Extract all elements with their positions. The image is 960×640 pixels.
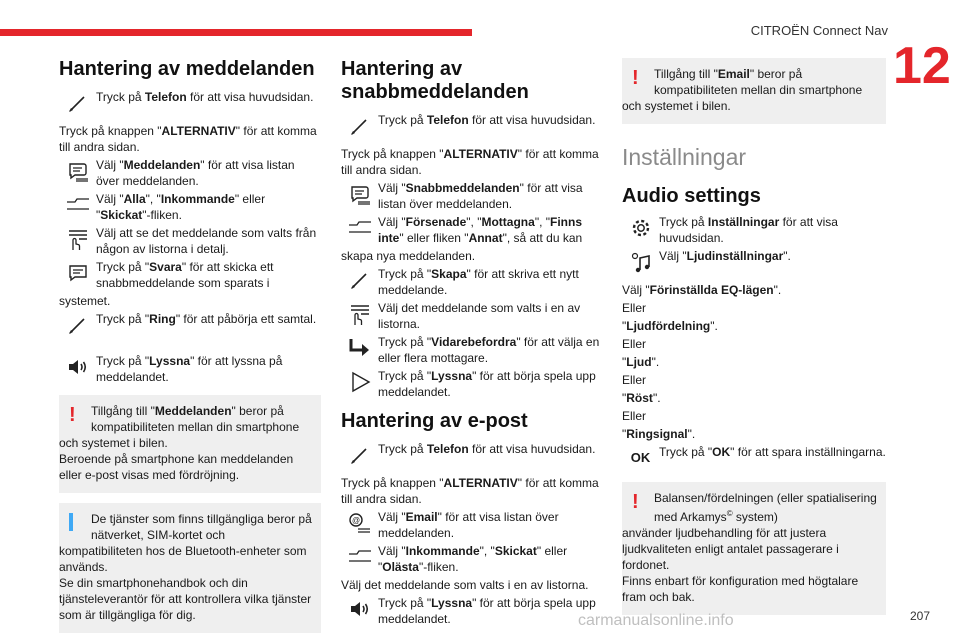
play-icon [341, 368, 378, 396]
step-row [341, 509, 603, 541]
step-row [59, 191, 321, 223]
section-title-settings: Inställningar [622, 144, 747, 170]
tabs-icon [341, 214, 378, 242]
paragraph: skapa nya meddelanden. [341, 249, 476, 263]
step-text: Tryck på Telefon för att visa huvudsidan. [378, 113, 596, 127]
step-row [341, 595, 603, 627]
paragraph: Tryck på knappen "ALTERNATIV" för att komma till andra sidan. [341, 147, 599, 177]
warning-icon: ! [632, 491, 639, 513]
step-text: Välj "Meddelanden" för att visa listan över meddelanden. [96, 158, 295, 188]
step-text: Tryck på "Lyssna" för att börja spela upp meddelandet. [378, 369, 596, 399]
step-row [622, 444, 886, 472]
step-row [59, 225, 321, 257]
finger-list-icon [341, 300, 378, 328]
column-settings [622, 58, 886, 615]
warning-note [59, 395, 321, 493]
paragraph: "Ringsignal". [622, 427, 696, 441]
warning-icon: ! [69, 404, 76, 426]
step-row [59, 89, 321, 117]
step-text: Tryck på "Vidarebefordra" för att välja en eller flera mottagare. [378, 335, 600, 365]
pencil-icon [341, 266, 378, 294]
step-text: Välj att se det meddelande som valts från någon av listorna i detalj. [96, 226, 317, 256]
step-text: Tryck på Inställningar för att visa huvudsidan. [659, 215, 838, 245]
speaker-icon [341, 595, 378, 623]
step-row [341, 300, 603, 332]
paragraph: Eller [622, 337, 647, 351]
column-quick-messages [341, 58, 603, 629]
step-row [59, 157, 321, 189]
finger-list-icon [59, 225, 96, 253]
step-text: Välj "Inkommande", "Skickat" eller "Olästa"-fliken. [378, 544, 568, 574]
step-text: Välj det meddelande som valts i en av listorna. [378, 301, 581, 331]
note-text: Tillgång till "Meddelanden" beror på kompatibiliteten mellan din smartphone [91, 404, 300, 434]
gear-icon [622, 214, 659, 242]
watermark: carmanualsonline.info [578, 612, 734, 629]
chapter-number: 12 [893, 37, 951, 95]
note-text: Tillgång till "Email" beror på kompatibiliteten mellan din smartphone [654, 67, 863, 97]
step-row [622, 214, 886, 246]
email-list-icon [341, 509, 378, 537]
note-text: och systemet i bilen. [59, 436, 168, 450]
step-text: Tryck på "Skapa" för att skriva ett nytt meddelande. [378, 267, 579, 297]
subsection-title-audio: Audio settings [622, 185, 761, 207]
paragraph: Eller [622, 373, 647, 387]
reply-message-icon [59, 259, 96, 287]
pencil-icon [59, 89, 96, 117]
pencil-icon [341, 112, 378, 140]
column-messages [59, 58, 321, 633]
section-title-messages: Hantering av meddelanden [59, 58, 315, 80]
forward-arrow-icon [341, 334, 378, 362]
note-text: kompatibiliteten hos de Bluetooth-enheter som används. [59, 544, 307, 574]
note-text: Se din smartphonehandbok och din tjänsteleverantör för att kontrollera vilka tjänster som är tillgängliga för dig. [59, 576, 312, 622]
step-row [59, 311, 321, 339]
pencil-icon [341, 441, 378, 469]
header-red-bar [0, 29, 472, 36]
step-text: Tryck på Telefon för att visa huvudsidan. [378, 442, 596, 456]
warning-note [622, 482, 886, 615]
step-text: Välj "Email" för att visa listan över meddelanden. [378, 510, 559, 540]
paragraph: Välj "Förinställda EQ-lägen". [622, 283, 782, 297]
step-row [341, 266, 603, 298]
paragraph: "Röst". [622, 391, 661, 405]
step-row [59, 259, 321, 291]
speaker-icon [59, 353, 96, 381]
step-row [59, 353, 321, 385]
paragraph: Välj det meddelande som valts i en av listorna. [341, 578, 589, 592]
step-text: Tryck på "Lyssna" för att lyssna på meddelandet. [96, 354, 283, 384]
info-icon [69, 513, 73, 531]
note-text: Beroende på smartphone kan meddelanden eller e-post visas med fördröjning. [59, 452, 294, 482]
step-row [341, 441, 603, 469]
note-text: och systemet i bilen. [622, 99, 731, 113]
info-note [59, 503, 321, 633]
tabs-icon [59, 191, 96, 219]
warning-icon: ! [632, 67, 639, 89]
note-text: Balansen/fördelningen (eller spatialisering med Arkamys© system) [654, 491, 877, 524]
message-list-icon [341, 180, 378, 208]
tabs-icon [341, 543, 378, 571]
step-row [341, 214, 603, 246]
step-text: Välj "Snabbmeddelanden" för att visa listan över meddelanden. [378, 181, 583, 211]
step-row [622, 248, 886, 276]
section-title-email: Hantering av e-post [341, 410, 528, 432]
ok-icon: OK [630, 450, 651, 465]
step-text: Välj "Alla", "Inkommande" eller "Skickat"-fliken. [96, 192, 266, 222]
step-row [341, 334, 603, 366]
svg-text:@: @ [351, 516, 360, 525]
step-text: Tryck på Telefon för att visa huvudsidan. [96, 90, 314, 104]
step-text: Välj "Ljudinställningar". [659, 249, 791, 263]
step-text: Tryck på "Lyssna" för att börja spela upp meddelandet. [378, 596, 596, 626]
paragraph: "Ljud". [622, 355, 660, 369]
message-list-icon [59, 157, 96, 185]
page-number: 207 [909, 609, 930, 623]
paragraph: "Ljudfördelning". [622, 319, 718, 333]
warning-note [622, 58, 886, 124]
section-title-quick-messages: Hantering av snabbmeddelanden [341, 58, 529, 103]
step-row [341, 368, 603, 400]
paragraph: Eller [622, 409, 647, 423]
step-row [341, 543, 603, 575]
step-text: Tryck på "OK" för att spara inställningarna. [659, 445, 886, 459]
note-text: använder ljudbehandling för att justera ljudkvaliteten enligt antalet passagerare i fordonet. [622, 526, 839, 572]
paragraph: Eller [622, 301, 647, 315]
paragraph: systemet. [59, 294, 111, 308]
step-row [341, 112, 603, 140]
paragraph: Tryck på knappen "ALTERNATIV" för att komma till andra sidan. [341, 476, 599, 506]
step-text: Tryck på "Svara" för att skicka ett snabbmeddelande som sparats i [96, 260, 274, 290]
note-text: De tjänster som finns tillgängliga beror på nätverket, SIM-kortet och [91, 512, 312, 542]
paragraph: Tryck på knappen "ALTERNATIV" för att komma till andra sidan. [59, 124, 317, 154]
header-title: CITROËN Connect Nav [750, 23, 888, 38]
music-settings-icon [622, 248, 659, 276]
pencil-icon [59, 311, 96, 339]
note-text: Finns enbart för konfiguration med högtalare fram och bak. [622, 574, 859, 604]
step-text: Tryck på "Ring" för att påbörja ett samtal. [96, 312, 317, 326]
step-row [341, 180, 603, 212]
step-text: Välj "Försenade", "Mottagna", "Finns inte" eller fliken "Annat", så att du kan [378, 215, 583, 245]
